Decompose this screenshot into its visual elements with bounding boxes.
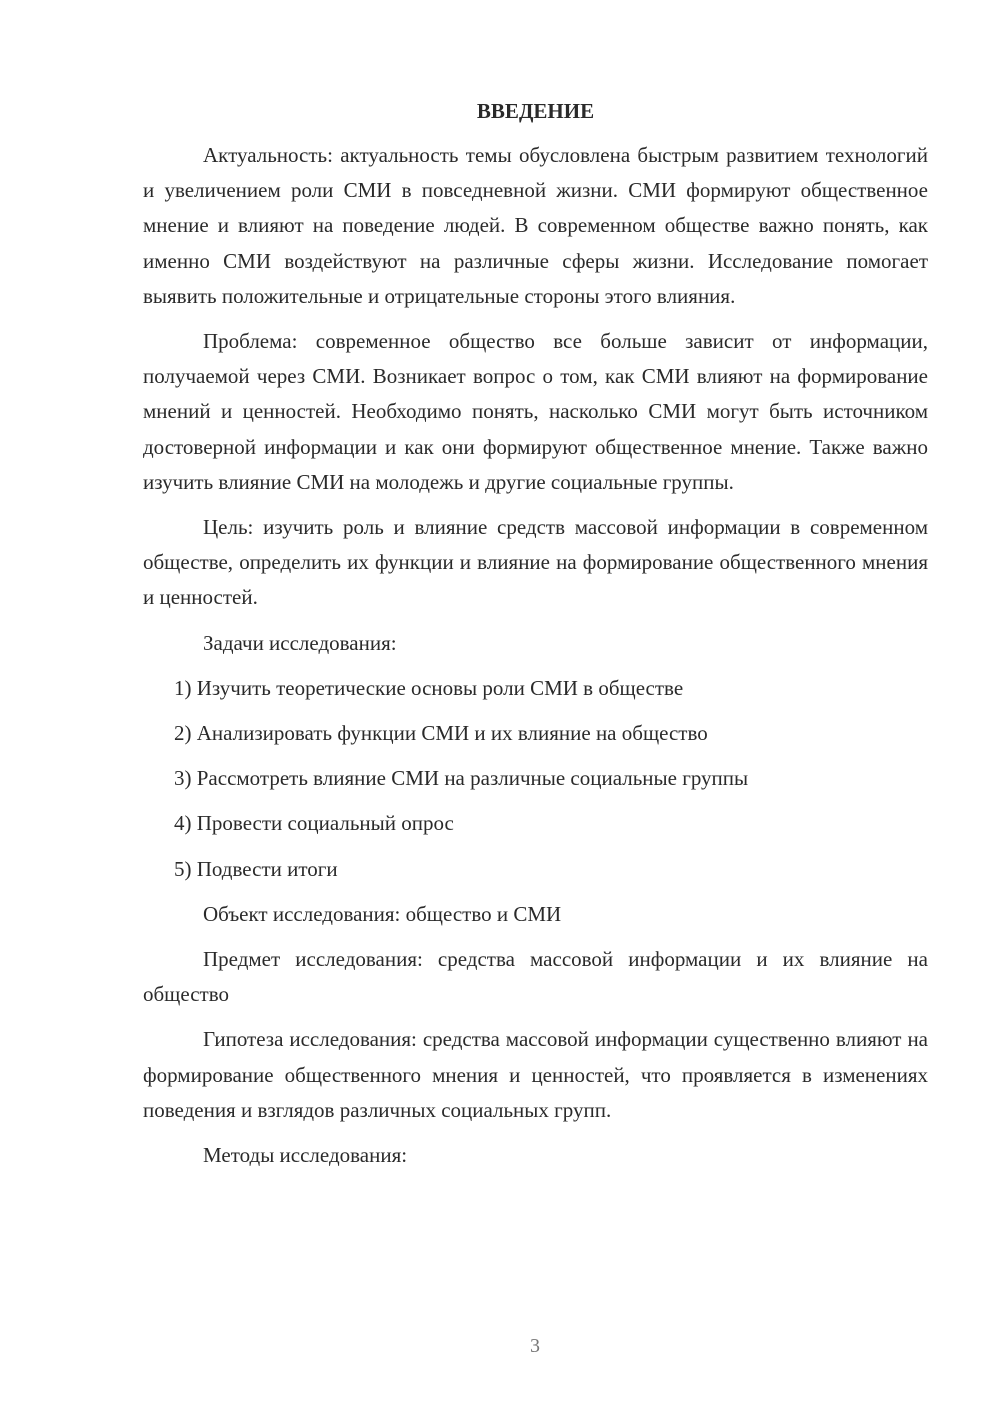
list-item: 4) Провести социальный опрос xyxy=(174,811,454,836)
methods-title: Методы исследования: xyxy=(203,1143,408,1168)
paragraph-object: Объект исследования: общество и СМИ xyxy=(203,901,562,926)
list-item: 1) Изучить теоретические основы роли СМИ в обществе xyxy=(174,675,684,700)
page-title: ВВЕДЕНИЕ xyxy=(476,99,595,123)
list-item: 5) Подвести итоги xyxy=(174,856,338,881)
paragraph-hypothesis: Гипотеза исследования: средства массовой информации существенно влияют на формирование общественного мнения и ценностей, что проявляется в изменениях поведения и взглядов различных социальных групп. xyxy=(143,1027,928,1122)
paragraph-goal: Цель: изучить роль и влияние средств массовой информации в современном обществе, определить их функции и влияние на формирование общественного мнения и ценностей. xyxy=(143,515,928,610)
paragraph-problem: Проблема: современное общество все больше зависит от информации, получаемой через СМИ. Возникает вопрос о том, как СМИ влияют на формирование мнений и ценностей. Необходимо понять, насколько СМИ могут быть источником достоверной информации и как они формируют общественное мнение. Также важно изучить влияние СМИ на молодежь и другие социальные группы. xyxy=(143,329,928,494)
tasks-list xyxy=(143,671,928,887)
list-item: 2) Анализировать функции СМИ и их влияние на общество xyxy=(174,721,708,746)
page-number: 3 xyxy=(530,1335,540,1357)
document-page xyxy=(143,96,928,1183)
list-item: 3) Рассмотреть влияние СМИ на различные социальные группы xyxy=(174,766,749,791)
paragraph-subject: Предмет исследования: средства массовой информации и их влияние на общество xyxy=(143,947,928,1007)
paragraph-relevance: Актуальность: актуальность темы обусловлена быстрым развитием технологий и увеличением роли СМИ в повседневной жизни. СМИ формируют общественное мнение и влияют на поведение людей. В современном обществе важно понять, как именно СМИ воздействуют на различные сферы жизни. Исследование помогает выявить положительные и отрицательные стороны этого влияния. xyxy=(143,143,928,308)
tasks-title: Задачи исследования: xyxy=(203,630,397,655)
